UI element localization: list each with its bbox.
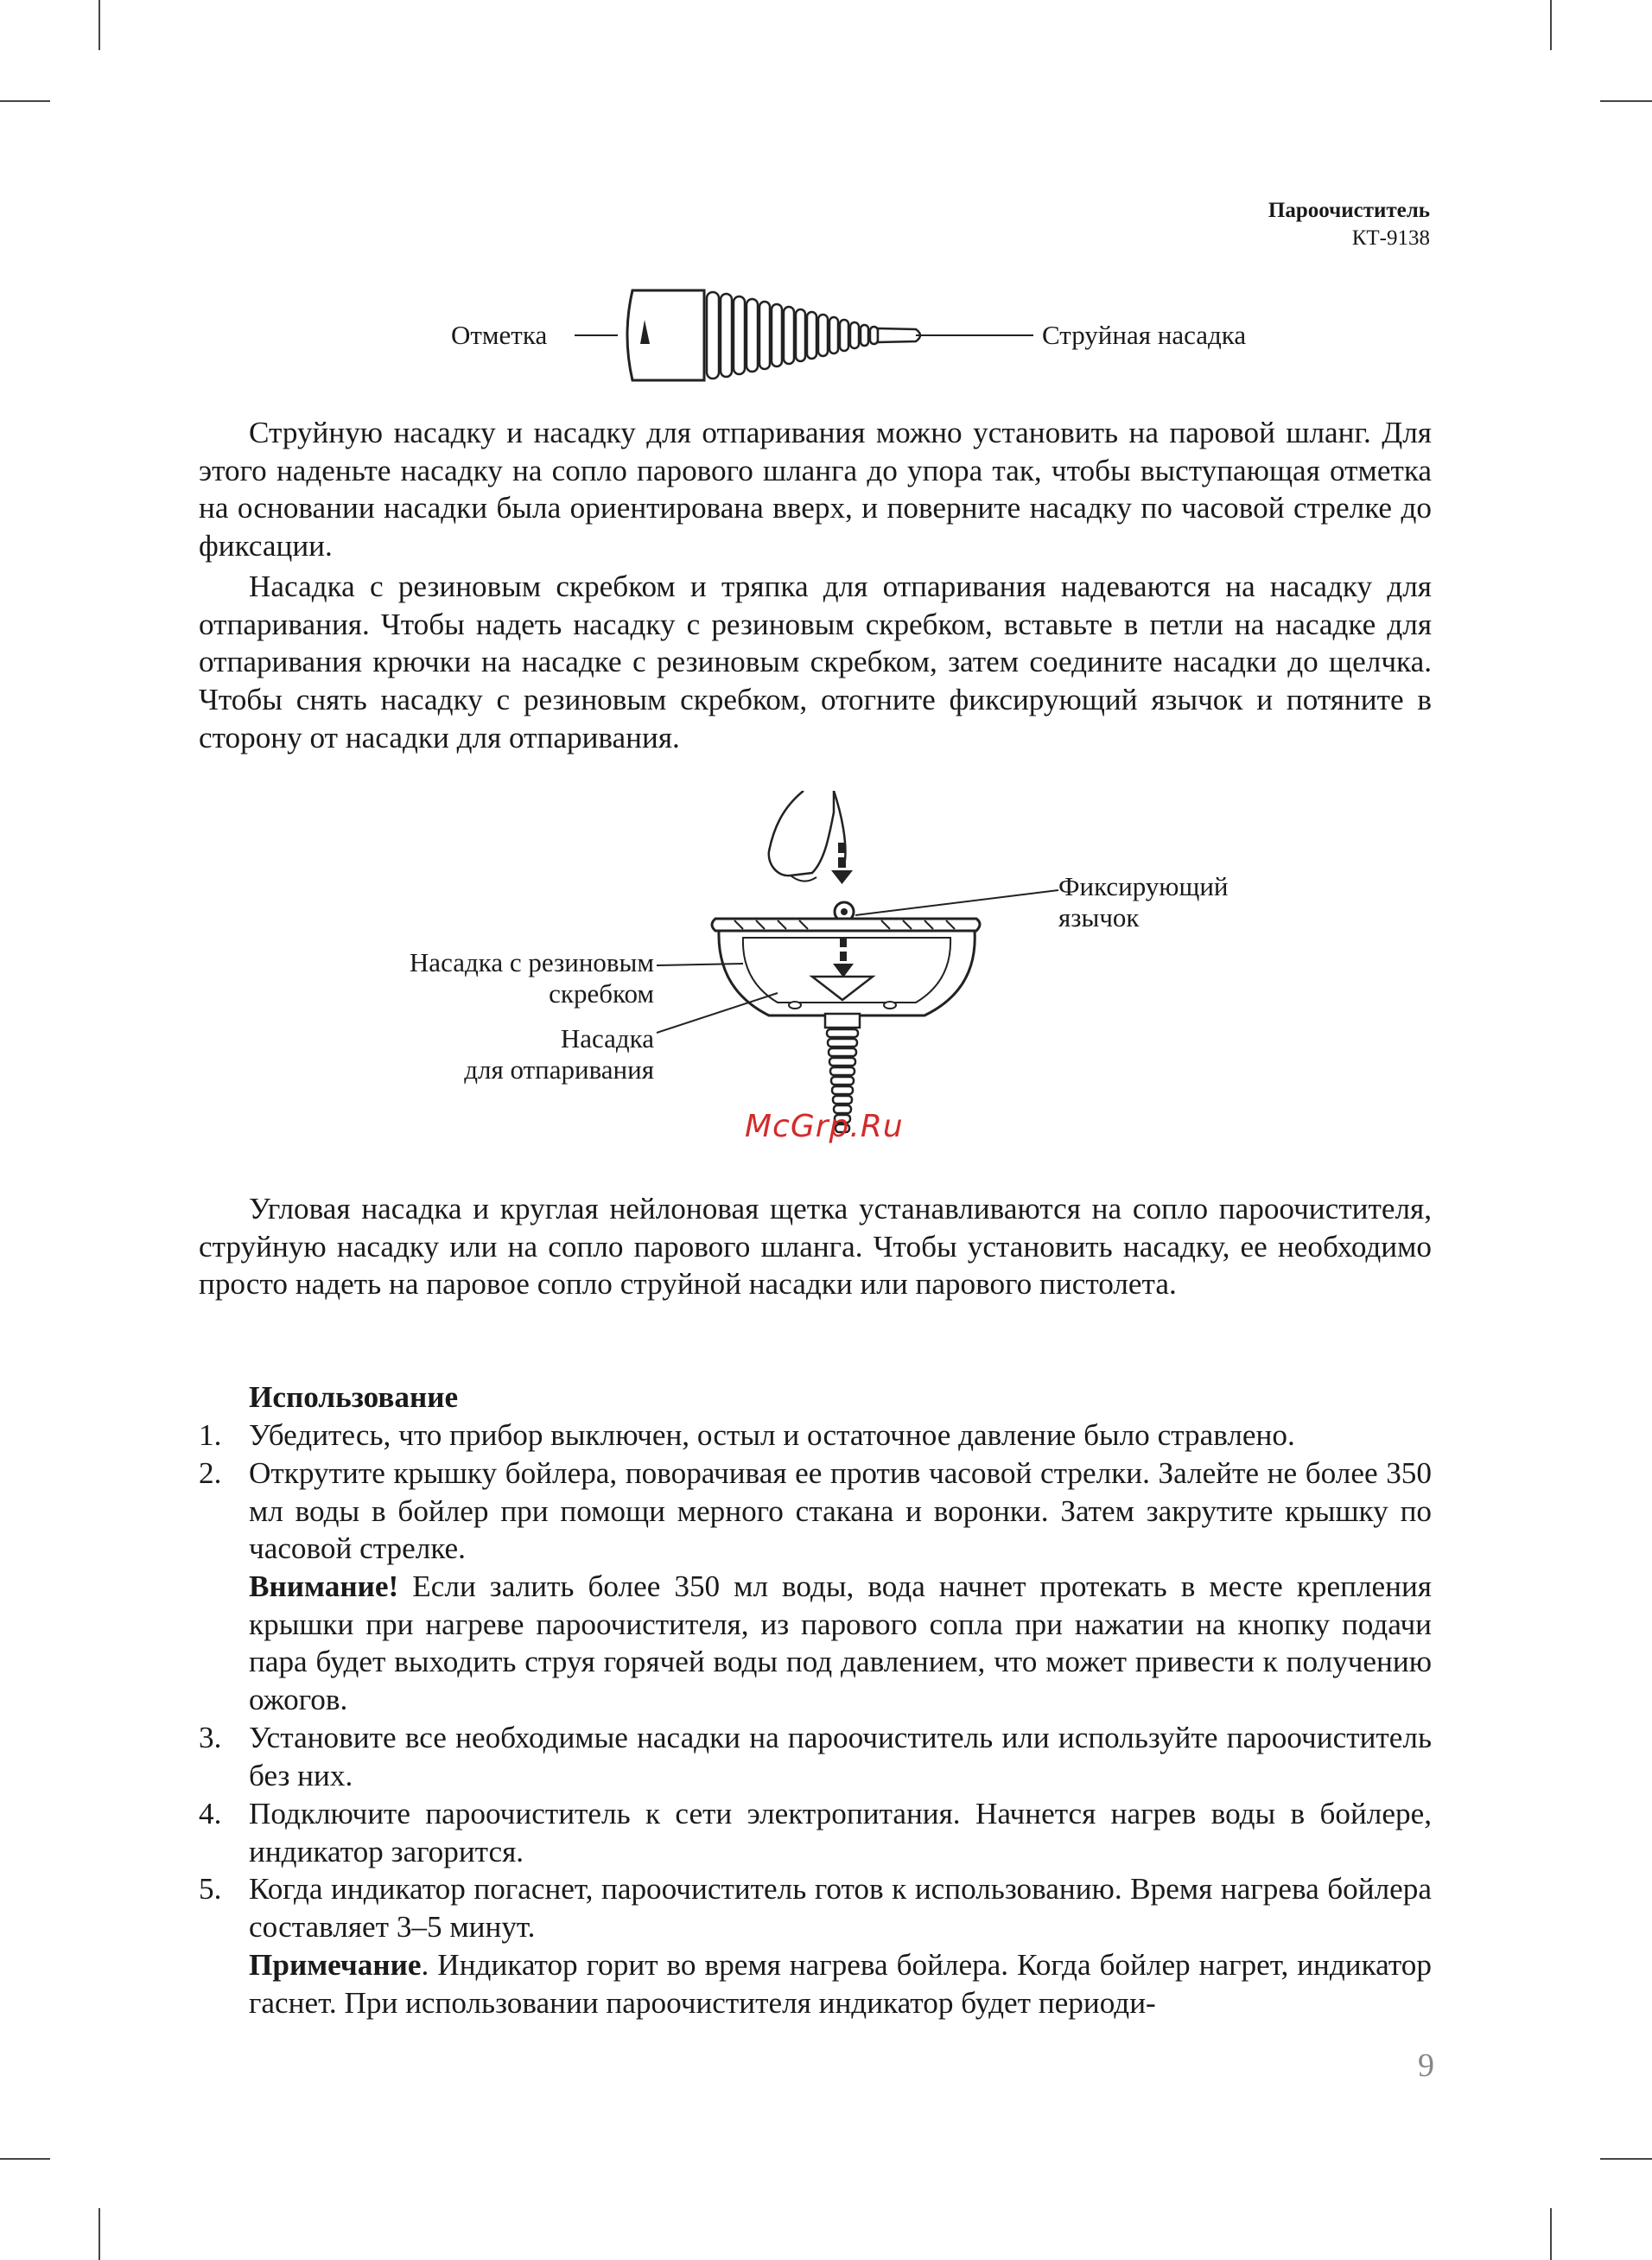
section-title-usage: Использование	[249, 1380, 459, 1414]
list-item-number: 5.	[199, 1872, 222, 1906]
page-number: 9	[1418, 2047, 1434, 2084]
crop-mark	[1550, 0, 1552, 50]
paragraph-jet-nozzle: Струйную насадку и насадку для отпаривания можно установить на паровой шланг. Для этого наденьте насадку на сопло парового шланга до упора так, чтобы выступающая отметка на основании насадки была ориентирована вверх, и поверните насадку по часовой стрелке до фиксации.	[199, 416, 1432, 563]
crop-mark	[0, 2158, 50, 2160]
list-item-text: Установите все необходимые насадки на пароочиститель или используйте пароочиститель без них.	[249, 1721, 1432, 1792]
scraper-attachment-illustration	[639, 791, 1071, 1162]
header-model: КТ-9138	[1351, 226, 1430, 250]
list-item-text: Открутите крышку бойлера, поворачивая ее против часовой стрелки. Залейте не более 350 мл воды в бойлер при помощи мерного стакана и воронки. Затем закрутите крышку по часовой стрелке.	[249, 1456, 1432, 1566]
figure1-label-jet-nozzle: Струйная насадка	[1042, 320, 1247, 350]
list-item-number: 3.	[199, 1721, 222, 1754]
jet-nozzle-illustration	[570, 275, 1054, 396]
list-item	[199, 1416, 1432, 1455]
list-item-text: Когда индикатор погаснет, пароочиститель готов к использованию. Время нагрева бойлера составляет 3–5 минут.	[249, 1872, 1432, 1944]
crop-mark	[1600, 100, 1652, 102]
list-item-number: 4.	[199, 1797, 222, 1830]
header-brand: Пароочиститель	[1268, 199, 1430, 222]
list-item-number: 1.	[199, 1418, 222, 1452]
figure2-label-latch	[1058, 871, 1229, 933]
figure2-label-scraper-line1: Насадка с резиновым	[409, 947, 654, 977]
watermark: McGrp.Ru	[745, 1109, 904, 1144]
list-item	[199, 1870, 1432, 1945]
list-item	[199, 1719, 1432, 1794]
figure1-label-mark: Отметка	[451, 320, 548, 350]
list-item-text: Убедитесь, что прибор выключен, остыл и остаточное давление было стравлено.	[249, 1418, 1295, 1452]
figure2-label-scraper-line2: скребком	[549, 978, 654, 1009]
list-item	[199, 1795, 1432, 1870]
list-item	[199, 1455, 1432, 1568]
paragraph-scraper: Насадка с резиновым скребком и тряпка для отпаривания надеваются на насадку для отпаривания. Чтобы надеть насадку с резиновым скребком, вставьте в петли на насадке для отпаривания крючки на насадке с резиновым скребком, затем соедините насадки до щелчка. Чтобы снять насадку с резиновым скребком, отогните фиксирующий язычок и потяните в сторону от насадки для отпаривания.	[199, 570, 1432, 754]
page-header	[1268, 197, 1430, 252]
warning-label: Внимание!	[249, 1569, 399, 1603]
crop-mark	[1550, 2208, 1552, 2260]
figure2-label-scraper	[363, 947, 654, 1009]
crop-mark	[1600, 2158, 1652, 2160]
list-item-text: Подключите пароочиститель к сети электропитания. Начнется нагрев воды в бойлере, индикатор загорится.	[249, 1797, 1432, 1868]
figure2-label-latch-line2: язычок	[1058, 902, 1140, 933]
crop-mark	[0, 100, 50, 102]
note-label: Примечание	[249, 1948, 422, 1982]
crop-mark	[98, 2208, 100, 2260]
figure2-label-steam-line2: для отпаривания	[464, 1054, 654, 1085]
figure2-label-steam-line1: Насадка	[560, 1023, 654, 1054]
warning-note	[249, 1568, 1432, 1719]
paragraph-angle-nozzle: Угловая насадка и круглая нейлоновая щетка устанавливаются на сопло пароочистителя, струйную насадку или на сопло парового шланга. Чтобы установить насадку, ее необходимо просто надеть на паровое сопло струйной насадки или парового пистолета.	[199, 1192, 1432, 1302]
figure2-label-latch-line1: Фиксирующий	[1058, 871, 1229, 901]
figure2-label-steam-nozzle	[363, 1023, 654, 1085]
note-text: . Индикатор горит во время нагрева бойлера. Когда бойлер нагрет, индикатор гаснет. При использовании пароочистителя индикатор будет периоди-	[249, 1948, 1432, 2020]
crop-mark	[98, 0, 100, 50]
warning-text: Если залить более 350 мл воды, вода начнет протекать в месте крепления крышки при нагреве пароочистителя, из парового сопла при нажатии на кнопку подачи пара будет выходить струя горячей воды под давлением, что может привести к получению ожогов.	[249, 1569, 1432, 1717]
list-item-number: 2.	[199, 1456, 222, 1490]
usage-note	[249, 1946, 1432, 2021]
